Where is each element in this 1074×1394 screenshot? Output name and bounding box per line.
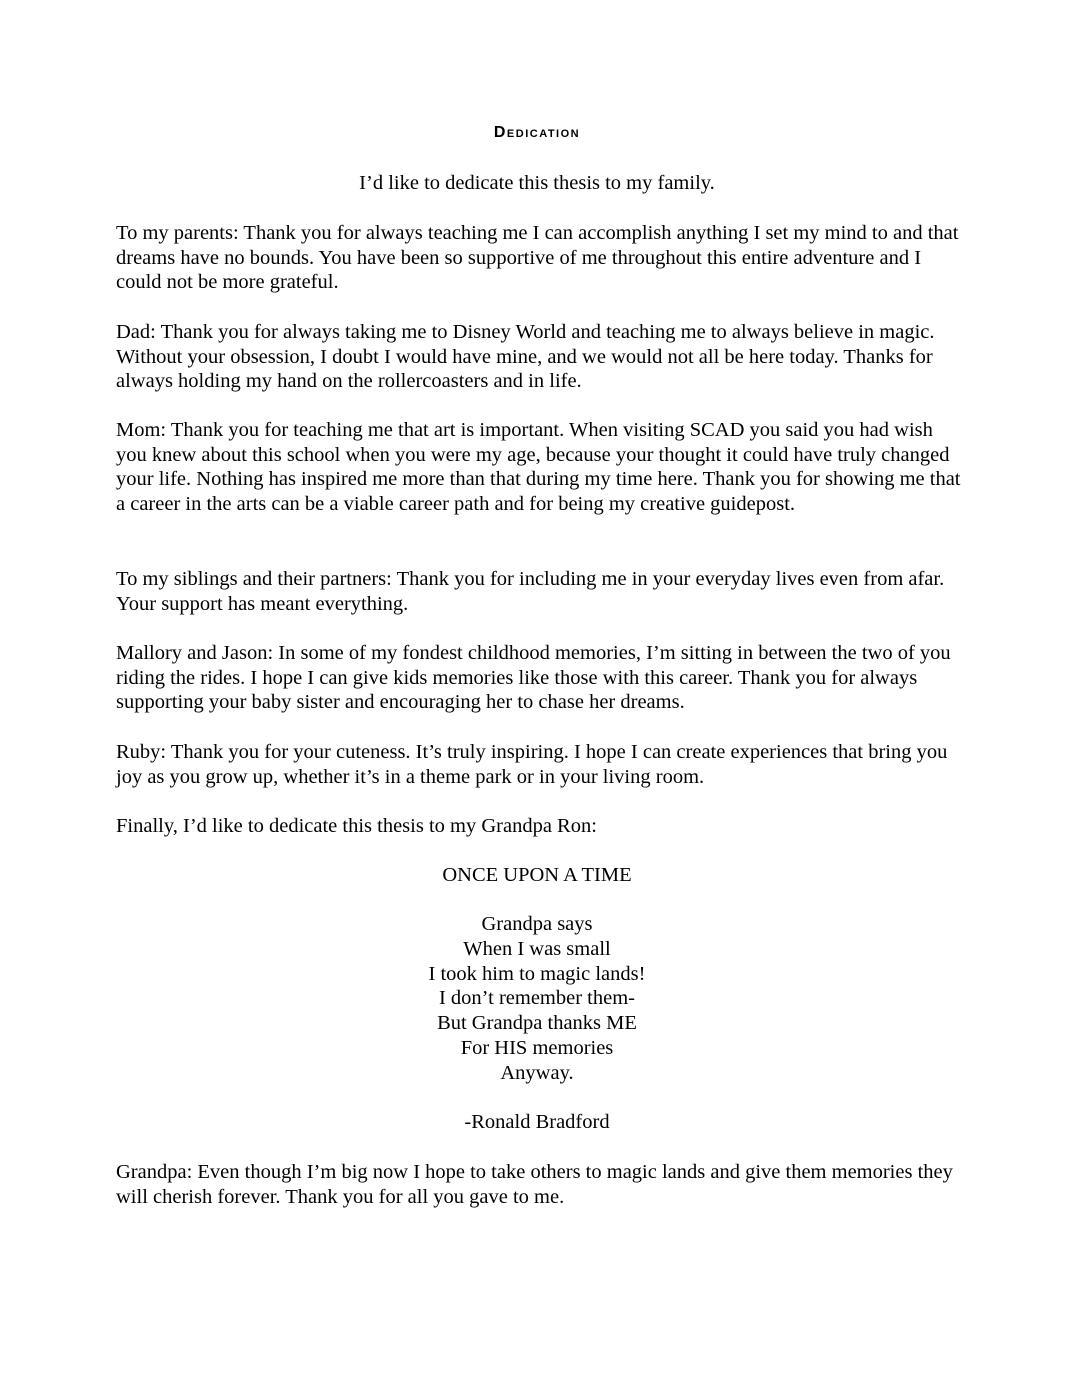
poem-line: For HIS memories: [460, 1036, 614, 1059]
poem-body: [0, 912, 1074, 1086]
paragraph-siblings: To my siblings and their partners: Thank you for including me in your everyday lives even from afar. Your support has meant everything.: [116, 568, 945, 615]
paragraph-dad: Dad: Thank you for always taking me to Disney World and teaching me to always believe in magic. Without your obsession, I doubt I would have mine, and we would not all be here today. Thanks for always holding my hand on the rollercoasters and in life.: [116, 321, 935, 393]
intro-line: I’d like to dedicate this thesis to my family.: [359, 172, 715, 194]
paragraph-mallory-jason: Mallory and Jason: In some of my fondest childhood memories, I’m sitting in between the two of you riding the rides. I hope I can give kids memories like those with this career. Thank you for always supporting your baby sister and encouraging her to chase her dreams.: [116, 642, 951, 714]
poem-line: Anyway.: [500, 1061, 574, 1084]
poem-line: I took him to magic lands!: [428, 962, 646, 985]
poem-line: But Grandpa thanks ME: [437, 1012, 637, 1035]
paragraph-grandpa: Grandpa: Even though I’m big now I hope to take others to magic lands and give them memories they will cherish forever. Thank you for all you gave to me.: [116, 1161, 953, 1208]
paragraph-ruby: Ruby: Thank you for your cuteness. It’s truly inspiring. I hope I can create experiences that bring you joy as you grow up, whether it’s in a theme park or in your living room.: [116, 741, 948, 788]
poem-line: Grandpa says: [481, 913, 593, 935]
paragraph-finally: Finally, I’d like to dedicate this thesis to my Grandpa Ron:: [116, 815, 597, 837]
page-heading: Dedication: [493, 124, 581, 141]
poem-author: -Ronald Bradford: [464, 1111, 610, 1133]
poem-line: When I was small: [463, 937, 611, 960]
poem-line: I don’t remember them-: [438, 987, 635, 1010]
poem-title: ONCE UPON A TIME: [442, 864, 632, 886]
paragraph-mom: Mom: Thank you for teaching me that art is important. When visiting SCAD you said you had wish you knew about this school when you were my age, because your thought it could have truly changed your life. Nothing has inspired me more than that during my time here. Thank you for showing me that a career in the arts can be a viable career path and for being my creative guidepost.: [116, 419, 961, 516]
paragraph-parents: To my parents: Thank you for always teaching me I can accomplish anything I set my mind to and that dreams have no bounds. You have been so supportive of me throughout this entire adventure and I could not be more grateful.: [116, 222, 959, 294]
